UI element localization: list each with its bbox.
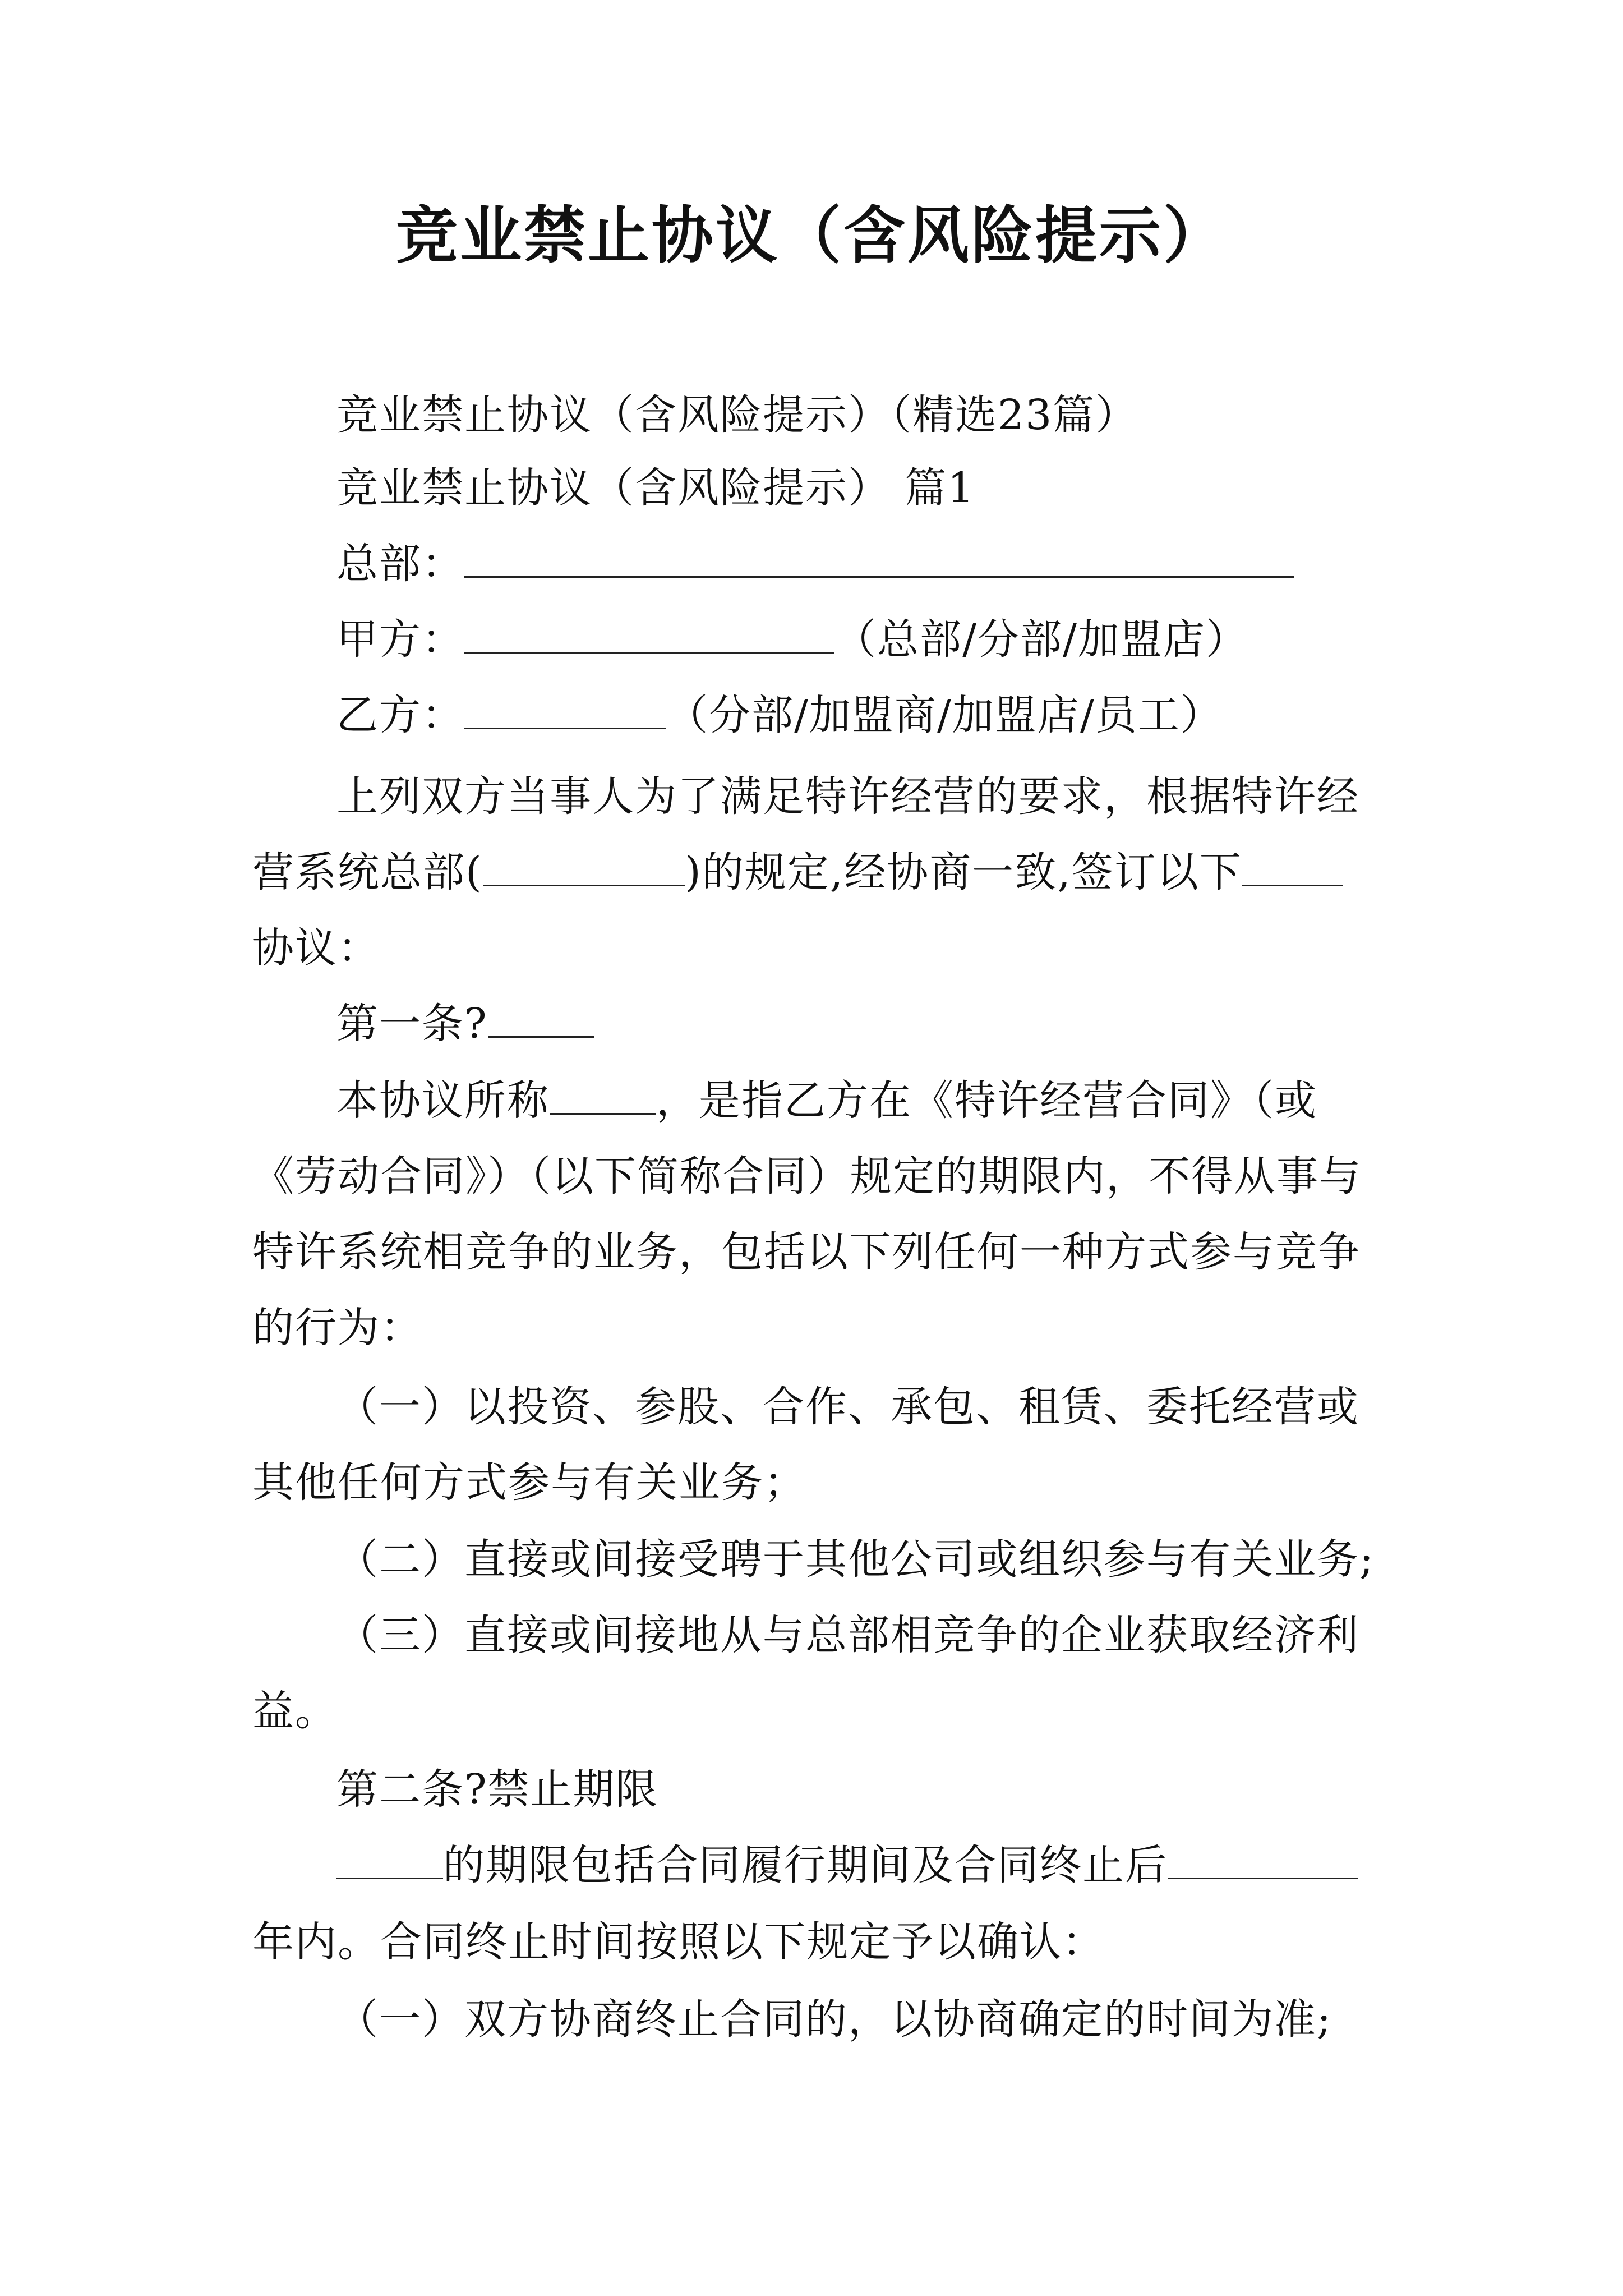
paragraph-line: 特许系统相竞争的业务，包括以下列任何一种方式参与竞争 bbox=[252, 1228, 1361, 1276]
section-heading: 竞业禁止协议（含风险提示） 篇1 bbox=[336, 464, 975, 512]
paragraph-line: 《劳动合同》）（以下简称合同）规定的期限内，不得从事与 bbox=[252, 1152, 1362, 1200]
paragraph-line: 的期限包括合同履行期间及合同终止后 bbox=[336, 1837, 1458, 1893]
inline-blank bbox=[550, 1074, 656, 1115]
list-item: （三）直接或间接地从与总部相竞争的企业获取经济利 bbox=[336, 1611, 1359, 1659]
list-item-continuation: 其他任何方式参与有关业务； bbox=[252, 1458, 806, 1507]
inline-blank bbox=[488, 997, 594, 1038]
party-a-blank bbox=[464, 613, 834, 654]
inline-blank bbox=[1242, 845, 1343, 886]
list-item-continuation: 益。 bbox=[252, 1687, 338, 1735]
inline-blank bbox=[336, 1838, 443, 1879]
list-item: （一）以投资、参股、合作、承包、租赁、委托经营或 bbox=[336, 1383, 1359, 1431]
headquarters-blank bbox=[464, 537, 1294, 578]
party-b-field: 乙方： （分部/加盟商/加盟店/员工） bbox=[336, 687, 1458, 743]
article-two-heading: 第二条?禁止期限 bbox=[336, 1765, 658, 1814]
article-one-heading: 第一条? bbox=[336, 996, 1458, 1052]
list-item: （一）双方协商终止合同的，以协商确定的时间为准; bbox=[336, 1995, 1332, 2044]
inline-blank bbox=[1168, 1838, 1358, 1879]
inline-blank bbox=[483, 845, 685, 886]
paragraph-line: 本协议所称 ，是指乙方在《特许经营合同》（或 bbox=[336, 1073, 1458, 1129]
paragraph-line: 协议： bbox=[252, 924, 380, 972]
headquarters-field: 总部： bbox=[336, 536, 1458, 592]
list-item: （二）直接或间接受聘于其他公司或组织参与有关业务; bbox=[336, 1535, 1375, 1584]
paragraph-line: 上列双方当事人为了满足特许经营的要求，根据特许经 bbox=[336, 772, 1359, 821]
subtitle-line: 竞业禁止协议（含风险提示）（精选23篇） bbox=[336, 391, 1138, 439]
paragraph-line: 年内。合同终止时间按照以下规定予以确认： bbox=[252, 1918, 1105, 1966]
document-title: 竞业禁止协议（含风险提示） bbox=[396, 199, 1227, 272]
party-a-field: 甲方： （总部/分部/加盟店） bbox=[336, 611, 1458, 668]
paragraph-line: 的行为： bbox=[252, 1304, 423, 1352]
paragraph-line: 营系统总部( )的规定,经协商一致,签订以下 bbox=[252, 844, 1374, 900]
party-b-blank bbox=[464, 688, 666, 729]
